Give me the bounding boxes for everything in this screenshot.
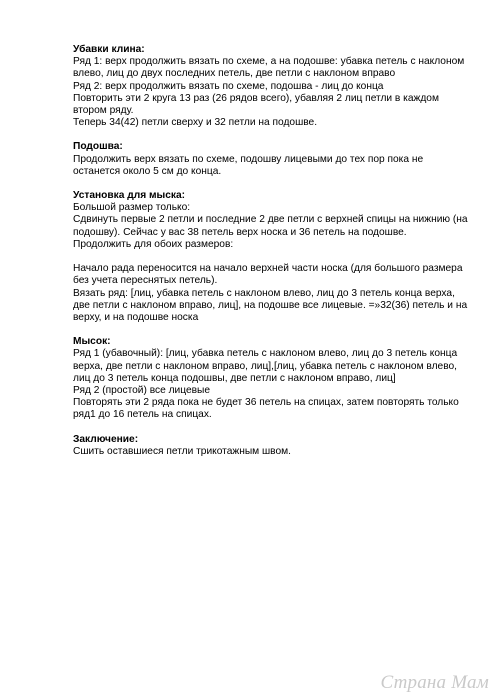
section-heading: Мысок: [73,336,111,348]
paragraph: Ряд 2: верх продолжить вязать по схеме, подошва - лиц до конца [73,80,384,92]
paragraph: Повторять эти 2 ряда пока не будет 36 петель на спицах, затем повторять только ряд1 до 16 петель на спицах. [73,397,459,421]
paragraph: Сшить оставшиеся петли трикотажным швом. [73,445,291,457]
section-toe-setup [73,190,473,324]
paragraph: Повторить эти 2 круга 13 раз (26 рядов всего), убавляя 2 лиц петли в каждом втором ряду. [73,92,439,117]
paragraph: Ряд 1 (убавочный): [лиц, убавка петель с наклоном влево, лиц до 3 петель конца верха, две петли с наклоном вправо, лиц],[лиц, убавка петель с наклоном влево, лиц до 3 петель конца подошвы, две петли с наклоном вправо, лиц] [73,348,458,384]
paragraph: Продолжить верх вязать по схеме, подошву лицевыми до тех пор пока не останется около 5 см до конца. [73,153,424,177]
section-sole [73,141,473,178]
section-heading: Установка для мыска: [73,190,186,202]
section-heading: Заключение: [73,433,139,445]
paragraph: Начало рада переносится на начало верхней части носка (для большого размера без учета переснятых петель). [73,263,463,287]
paragraph: Вязать ряд: [лиц, убавка петель с наклоном влево, лиц до 3 петель конца верха, две петли с наклоном вправо, лиц], на подошве все лицевые. =»32(36) петель и на верху, и на подошве носка [73,287,468,324]
paragraph: Сдвинуть первые 2 петли и последние 2 две петли с верхней спицы на нижнию (на подошву). Сейчас у вас 38 петель верх носка и 36 петель на подошве. [73,214,468,238]
section-heading: Подошва: [73,141,123,153]
section-heading: Убавки клина: [73,44,145,55]
paragraph: Большой размер только: [73,202,191,214]
section-toe [73,336,473,421]
document-page [73,44,473,470]
blank-line [73,251,473,263]
site-watermark: Страна Мам [380,672,489,693]
paragraph: Ряд 2 (простой) все лицевые [73,385,211,397]
section-conclusion [73,434,473,458]
paragraph: Теперь 34(42) петли сверху и 32 петли на подошве. [73,117,318,129]
paragraph: Продолжить для обоих размеров: [73,238,234,250]
section-wedge-decreases [73,44,473,129]
paragraph: Ряд 1: верх продолжить вязать по схеме, а на подошве: убавка петель с наклоном влево, лиц до двух последних петель, две петли с наклоном вправо [73,56,465,80]
